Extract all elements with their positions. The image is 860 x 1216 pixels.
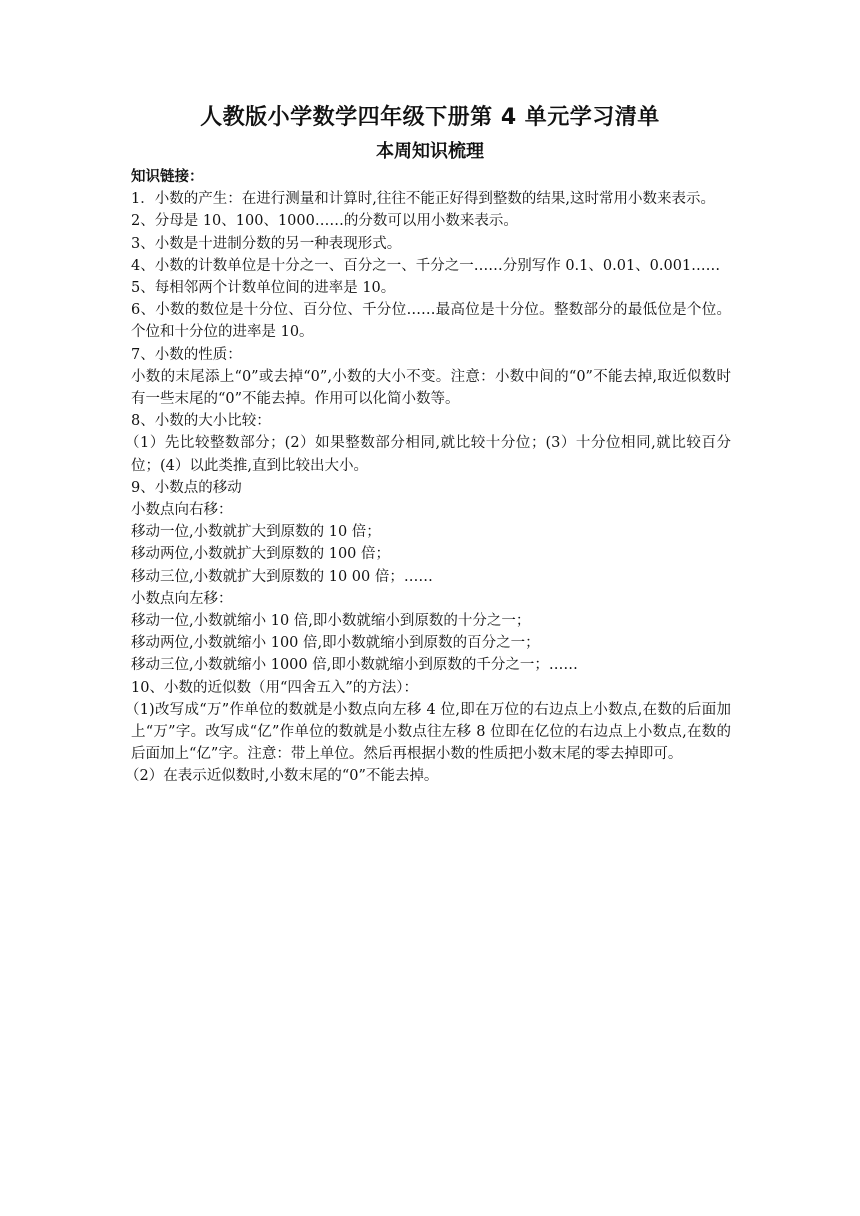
paragraph-6: 6、小数的数位是十分位、百分位、千分位……最高位是十分位。整数部分的最低位是个位。个位和十分位的进率是 10。	[131, 302, 731, 341]
document-subtitle: 本周知识梳理	[376, 141, 484, 162]
paragraph-5: 5、每相邻两个计数单位间的进率是 10。	[131, 280, 396, 297]
paragraph-9-right-3: 移动三位,小数就扩大到原数的 10 00 倍；……	[131, 568, 433, 585]
section-heading: 知识链接：	[131, 169, 204, 185]
paragraph-4: 4、小数的计数单位是十分之一、百分之一、千分之一……分别写作 0.1、0.01、0.001……	[131, 257, 721, 274]
paragraph-9-right-2: 移动两位,小数就扩大到原数的 100 倍；	[131, 546, 391, 563]
document-title: 人教版小学数学四年级下册第 4 单元学习清单	[200, 105, 660, 130]
paragraph-1: 1．小数的产生：在进行测量和计算时,往往不能正好得到整数的结果,这时常用小数来表示。	[131, 191, 715, 208]
paragraph-2: 2、分母是 10、100、1000……的分数可以用小数来表示。	[131, 213, 518, 230]
document-body	[125, 166, 731, 788]
paragraph-9-left-3: 移动三位,小数就缩小 1000 倍,即小数就缩小到原数的千分之一；……	[131, 657, 578, 674]
paragraph-9-left-1: 移动一位,小数就缩小 10 倍,即小数就缩小到原数的十分之一；	[131, 613, 531, 630]
paragraph-8: 8、小数的大小比较：	[131, 413, 271, 430]
paragraph-10-body-1: （1)改写成“万”作单位的数就是小数点向左移 4 位,即在万位的右边点上小数点,在数的后面加上“万”字。改写成“亿”作单位的数就是小数点往左移 8 位即在亿位的右边点上小数点,在数的后面加上“亿”字。注意：带上单位。然后再根据小数的性质把小数末尾的零去掉即可。	[125, 701, 731, 763]
paragraph-7: 7、小数的性质：	[131, 346, 242, 363]
paragraph-9-right-1: 移动一位,小数就扩大到原数的 10 倍；	[131, 524, 381, 541]
paragraph-10: 10、小数的近似数（用“四舍五入”的方法）：	[131, 679, 419, 696]
paragraph-9-left-2: 移动两位,小数就缩小 100 倍,即小数就缩小到原数的百分之一；	[131, 635, 540, 652]
paragraph-8-body: （1）先比较整数部分；(2）如果整数部分相同,就比较十分位；(3）十分位相同,就比较百分位；(4）以此类推,直到比较出大小。	[125, 435, 731, 474]
paragraph-9-right-heading: 小数点向右移：	[131, 502, 233, 519]
paragraph-7-body: 小数的末尾添上“0”或去掉“0”,小数的大小不变。注意：小数中间的“0”不能去掉,取近似数时有一些末尾的“0”不能去掉。作用可以化简小数等。	[131, 368, 731, 408]
paragraph-10-body-2: （2）在表示近似数时,小数末尾的“0”不能去掉。	[125, 768, 439, 785]
paragraph-9: 9、小数点的移动	[131, 479, 242, 496]
paragraph-3: 3、小数是十进制分数的另一种表现形式。	[131, 235, 402, 252]
paragraph-9-left-heading: 小数点向左移：	[131, 590, 233, 607]
